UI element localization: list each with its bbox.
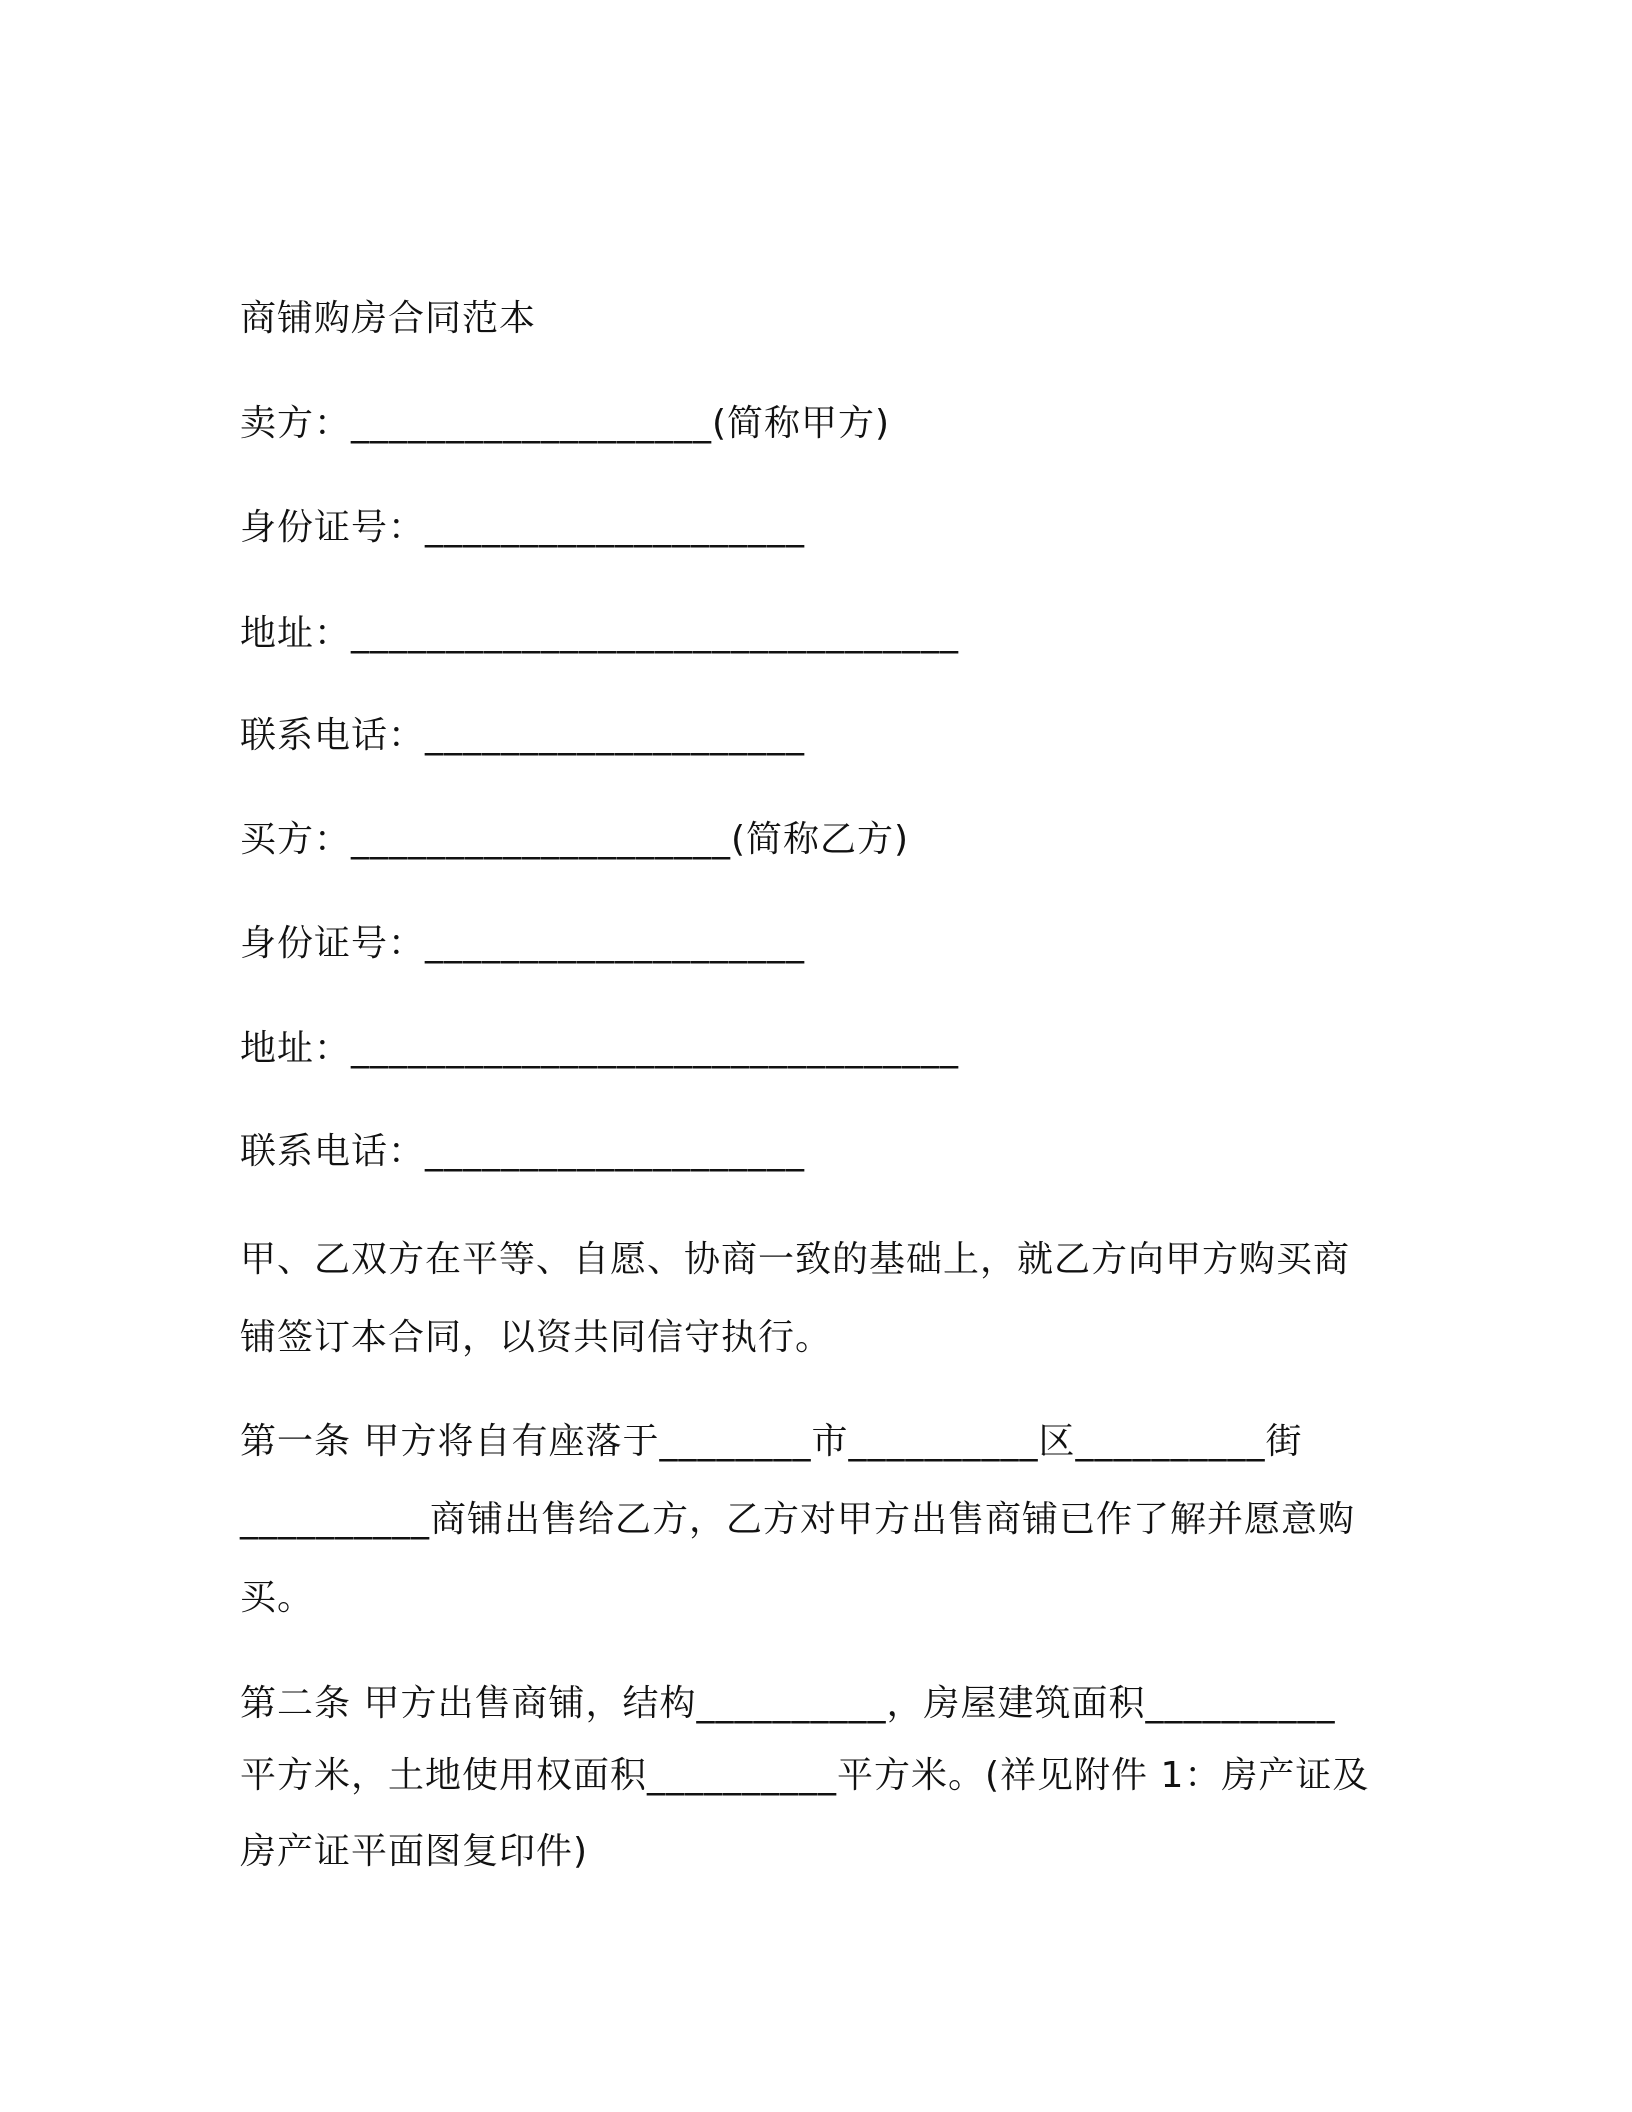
article2-line-2: 平方米，土地使用权面积__________平方米。(祥见附件 1：房产证及 xyxy=(240,1755,1370,1796)
preamble-line-2: 铺签订本合同，以资共同信守执行。 xyxy=(240,1317,833,1358)
article1-line-2: __________商铺出售给乙方，乙方对甲方出售商铺已作了解并愿意购 xyxy=(240,1499,1356,1540)
buyer-id-line: 身份证号：____________________ xyxy=(240,923,806,964)
seller-id-line: 身份证号：____________________ xyxy=(240,507,806,548)
buyer-phone-line: 联系电话：____________________ xyxy=(240,1131,806,1172)
article1-line-1: 第一条 甲方将自有座落于________市__________区__________街 xyxy=(240,1421,1303,1462)
seller-line: 卖方：___________________(简称甲方) xyxy=(240,403,891,444)
article1-line-3: 买。 xyxy=(240,1577,315,1618)
article2-line-1: 第二条 甲方出售商铺，结构__________，房屋建筑面积__________ xyxy=(240,1683,1336,1724)
seller-address-line: 地址：________________________________ xyxy=(240,613,960,654)
article2-line-3: 房产证平面图复印件) xyxy=(240,1831,589,1872)
seller-phone-line: 联系电话：____________________ xyxy=(240,715,806,756)
buyer-line: 买方：____________________(简称乙方) xyxy=(240,819,910,860)
preamble-line-1: 甲、乙双方在平等、自愿、协商一致的基础上，就乙方向甲方购买商 xyxy=(240,1239,1351,1280)
document-title: 商铺购房合同范本 xyxy=(240,298,537,339)
buyer-address-line: 地址：________________________________ xyxy=(240,1028,960,1069)
